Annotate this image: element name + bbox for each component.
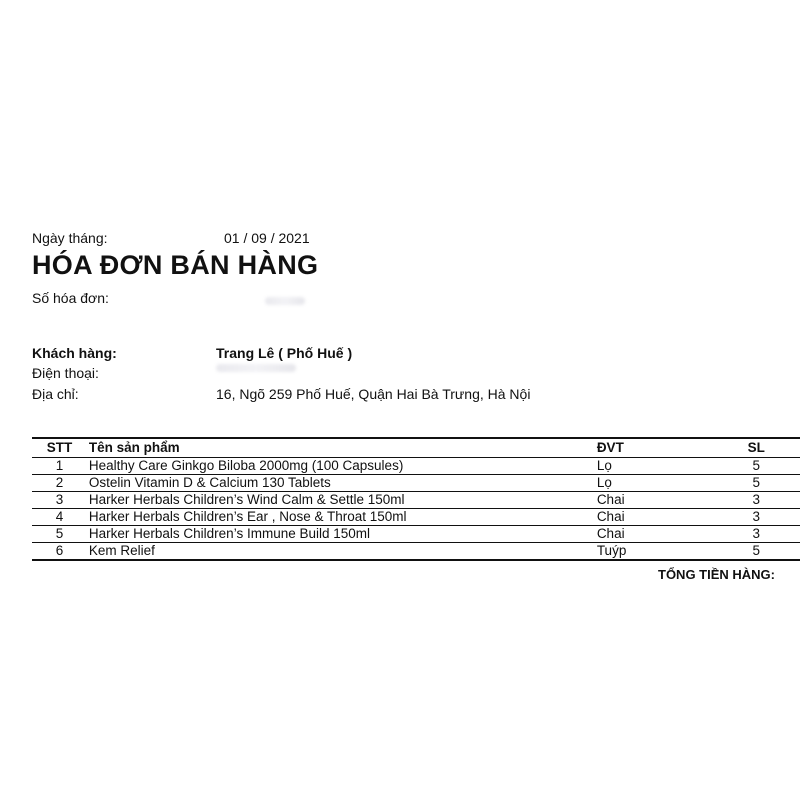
- table-row: [32, 509, 800, 526]
- row-stt: 2: [32, 475, 87, 492]
- row-qty: 3: [705, 526, 800, 543]
- row-name: Harker Herbals Children’s Ear , Nose & Throat 150ml: [87, 509, 595, 526]
- row-qty: 5: [705, 543, 800, 561]
- invoice-number-label: Số hóa đơn:: [32, 290, 109, 306]
- product-table: [32, 437, 800, 561]
- row-unit: Lọ: [595, 458, 706, 475]
- table-row: [32, 475, 800, 492]
- header-name: Tên sản phẩm: [87, 438, 595, 458]
- row-stt: 6: [32, 543, 87, 561]
- table-header-row: [32, 438, 800, 458]
- row-qty: 5: [705, 475, 800, 492]
- total-label: TỔNG TIỀN HÀNG:: [658, 567, 775, 582]
- row-qty: 3: [705, 509, 800, 526]
- row-stt: 3: [32, 492, 87, 509]
- row-unit: Chai: [595, 526, 706, 543]
- row-unit: Lọ: [595, 475, 706, 492]
- row-unit: Tuýp: [595, 543, 706, 561]
- address-label: Địa chỉ:: [32, 386, 79, 402]
- header-qty: SL: [705, 438, 800, 458]
- row-name: Harker Herbals Children’s Immune Build 150ml: [87, 526, 595, 543]
- row-unit: Chai: [595, 509, 706, 526]
- header-stt: STT: [32, 438, 87, 458]
- table-row: [32, 458, 800, 475]
- invoice-number-redacted: [265, 297, 305, 305]
- row-unit: Chai: [595, 492, 706, 509]
- phone-label: Điện thoại:: [32, 365, 99, 381]
- row-stt: 4: [32, 509, 87, 526]
- table-row: [32, 526, 800, 543]
- row-name: Harker Herbals Children’s Wind Calm & Settle 150ml: [87, 492, 595, 509]
- row-qty: 3: [705, 492, 800, 509]
- row-stt: 1: [32, 458, 87, 475]
- header-unit: ĐVT: [595, 438, 706, 458]
- date-label: Ngày tháng:: [32, 230, 108, 246]
- table-row: [32, 492, 800, 509]
- customer-label: Khách hàng:: [32, 345, 117, 361]
- address-value: 16, Ngõ 259 Phố Huế, Quận Hai Bà Trưng, Hà Nội: [216, 386, 531, 402]
- row-name: Ostelin Vitamin D & Calcium 130 Tablets: [87, 475, 595, 492]
- table-row: [32, 543, 800, 561]
- row-name: Kem Relief: [87, 543, 595, 561]
- row-qty: 5: [705, 458, 800, 475]
- phone-redacted: [216, 364, 296, 372]
- customer-name: Trang Lê ( Phố Huế ): [216, 345, 353, 361]
- invoice-title: HÓA ĐƠN BÁN HÀNG: [32, 250, 319, 280]
- date-value: 01 / 09 / 2021: [224, 230, 310, 246]
- row-stt: 5: [32, 526, 87, 543]
- row-name: Healthy Care Ginkgo Biloba 2000mg (100 Capsules): [87, 458, 595, 475]
